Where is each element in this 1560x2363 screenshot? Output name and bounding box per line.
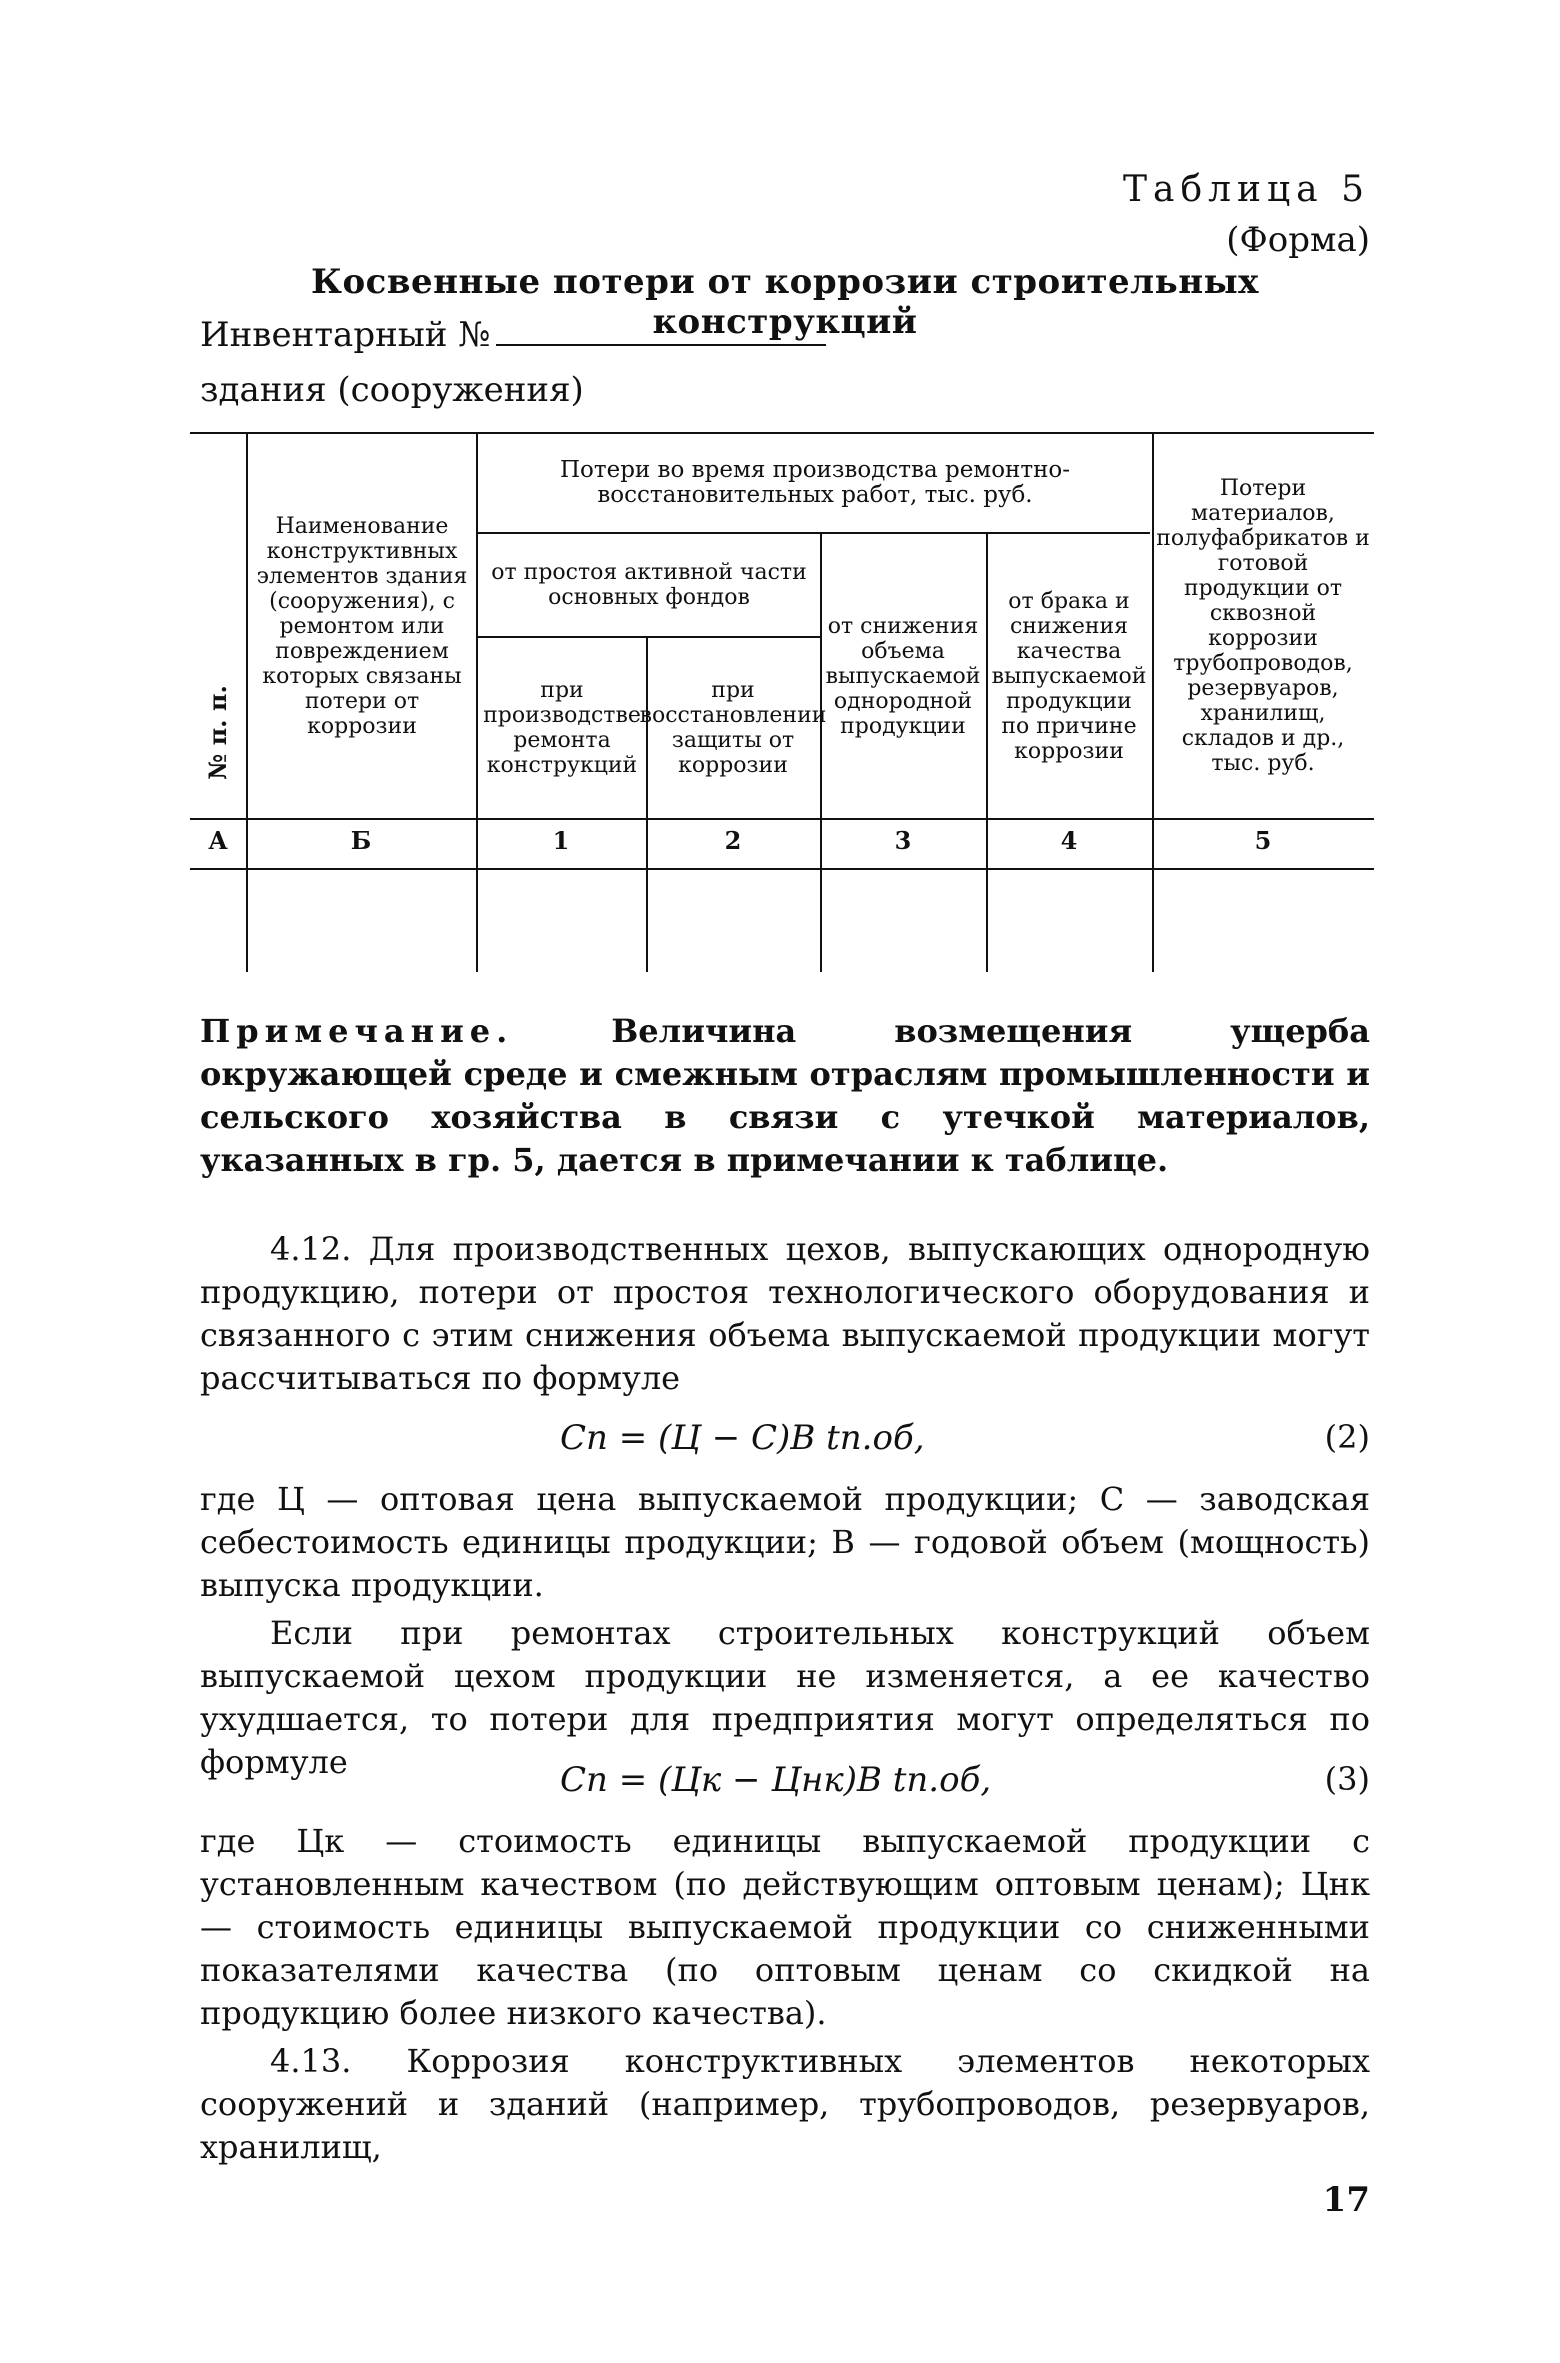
- col-number-3: 3: [894, 826, 912, 855]
- note-lead: Примечание.: [200, 1012, 514, 1050]
- formula-3-legend: где Цк — стоимость единицы выпускаемой продукции с установленным качеством (по действующим оптовым ценам); Цнк — стоимость единицы выпускаемой продукции со сниженными показателями качества (по оптовым ценам со скидкой на продукцию более низкого качества).: [200, 1822, 1370, 2032]
- col-a-divider: [246, 432, 248, 972]
- formula-2: Сп = (Ц − С)В tп.об,: [560, 1418, 925, 1458]
- col-3-header: от снижения объема выпускаемой однородной продукции: [825, 613, 981, 739]
- col-number-b: Б: [350, 826, 372, 855]
- inventory-label: Инвентарный №: [200, 315, 491, 355]
- formula-3: Сп = (Цк − Цнк)В tп.об,: [560, 1760, 992, 1800]
- formula-2-number: (2): [1324, 1418, 1370, 1456]
- table-label: Таблица 5: [1123, 169, 1370, 210]
- note-text: Величина возмещения ущерба окружающей среде и смежным отраслям промышленности и сельского хозяйства в связи с утечкой материалов, указанных в гр. 5, дается в примечании к таблице.: [200, 1012, 1371, 1179]
- col-number-2: 2: [724, 826, 742, 855]
- col-5-header: Потери материалов, полуфабрикатов и готовой продукции от сквозной коррозии трубопроводов, резервуаров, хранилищ, складов и др., тыс. руб.: [1156, 476, 1370, 776]
- col-number-1: 1: [552, 826, 570, 855]
- paragraph-quality: Если при ремонтах строительных конструкций объем выпускаемой цехом продукции не изменяется, а ее качество ухудшается, то потери для предприятия могут определяться по формуле: [200, 1614, 1370, 1781]
- formula-2-legend: где Ц — оптовая цена выпускаемой продукции; С — заводская себестоимость единицы продукции; В — годовой объем (мощность) выпуска продукции.: [200, 1480, 1370, 1604]
- inventory-blank-line: [496, 312, 826, 346]
- group-header-rule: [478, 532, 1150, 534]
- col-1-header: при производстве ремонта конструкций: [483, 678, 641, 778]
- table-note: [200, 1010, 1370, 1182]
- col-4-divider: [1152, 432, 1154, 972]
- col-number-4: 4: [1060, 826, 1078, 855]
- form-label: (Форма): [1226, 220, 1370, 260]
- col-number-a: А: [208, 826, 228, 855]
- subgroup-header-rule: [478, 636, 820, 638]
- header-bottom-rule: [190, 818, 1374, 820]
- page-number: 17: [1322, 2180, 1370, 2220]
- table-caption: Косвенные потери от коррозии строительных конструкций: [311, 262, 1259, 342]
- col-4-header: от брака и снижения качества выпускаемой продукции по причине коррозии: [991, 588, 1147, 764]
- col-b-header: Наименование конструктивных элементов здания (сооружения), с ремонтом или повреждением которых связаны потери от коррозии: [256, 513, 468, 739]
- col-a-header: № п. п.: [202, 685, 232, 780]
- col-3-divider: [986, 532, 988, 972]
- col-number-5: 5: [1254, 826, 1272, 855]
- section-4-13: 4.13. Коррозия конструктивных элементов некоторых сооружений и зданий (например, трубопроводов, резервуаров, хранилищ,: [200, 2042, 1370, 2166]
- formula-3-number: (3): [1324, 1760, 1370, 1798]
- col-b-divider: [476, 432, 478, 972]
- group-header: Потери во время производства ремонтно-восстановительных работ, тыс. руб.: [559, 457, 1071, 508]
- section-4-12: 4.12. Для производственных цехов, выпускающих однородную продукцию, потери от простоя технологического оборудования и связанного с этим снижения объема выпускаемой продукции могут рассчитываться по формуле: [200, 1230, 1370, 1397]
- inventory-field: [200, 312, 826, 357]
- table-top-rule: [190, 432, 1374, 434]
- building-label: здания (сооружения): [200, 370, 584, 410]
- subgroup-header: от простоя активной части основных фондов: [491, 560, 807, 610]
- numbers-bottom-rule: [190, 868, 1374, 870]
- col-2-header: при восстановлении защиты от коррозии: [639, 678, 827, 778]
